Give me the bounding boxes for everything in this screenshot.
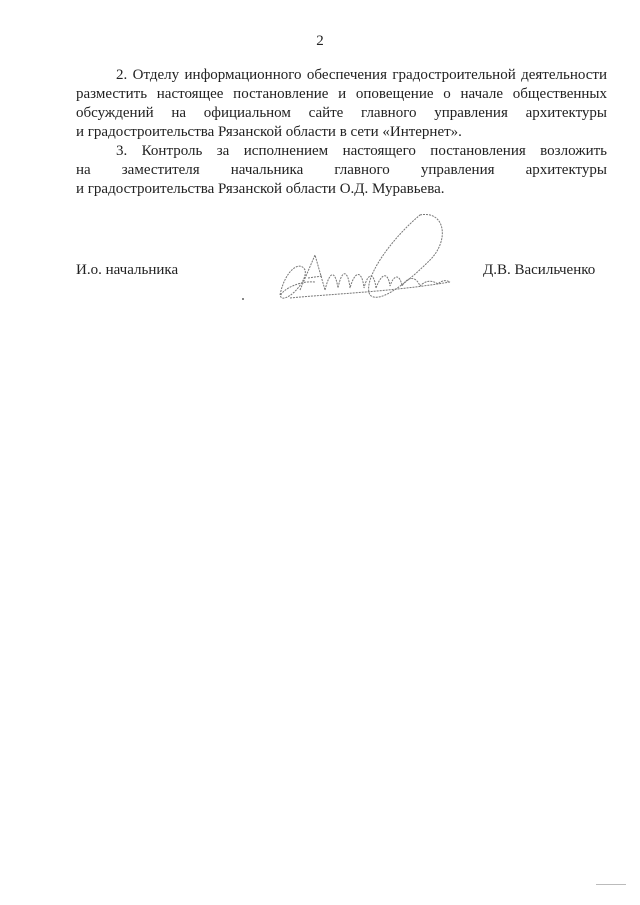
signer-name: Д.В. Васильченко bbox=[483, 262, 596, 278]
scan-speck bbox=[242, 298, 244, 300]
paragraph-2-line-2: разместить настоящее постановление и оповещение о начале общественных bbox=[76, 86, 607, 102]
signer-position: И.о. начальника bbox=[76, 262, 179, 278]
paragraph-2-line-1: 2. Отделу информационного обеспечения градостроительной деятельности bbox=[116, 67, 607, 83]
paragraph-2-line-3: обсуждений на официальном сайте главного управления архитектуры bbox=[76, 105, 607, 121]
paragraph-3-line-2: на заместителя начальника главного управления архитектуры bbox=[76, 162, 607, 178]
handwritten-signature bbox=[270, 210, 470, 310]
page-number: 2 bbox=[316, 33, 324, 49]
scan-edge-mark bbox=[596, 884, 626, 885]
paragraph-3-line-3: и градостроительства Рязанской области О.Д. Муравьева. bbox=[76, 181, 445, 197]
paragraph-3-line-1: 3. Контроль за исполнением настоящего постановления возложить bbox=[116, 143, 607, 159]
paragraph-2-line-4: и градостроительства Рязанской области в сети «Интернет». bbox=[76, 124, 462, 140]
